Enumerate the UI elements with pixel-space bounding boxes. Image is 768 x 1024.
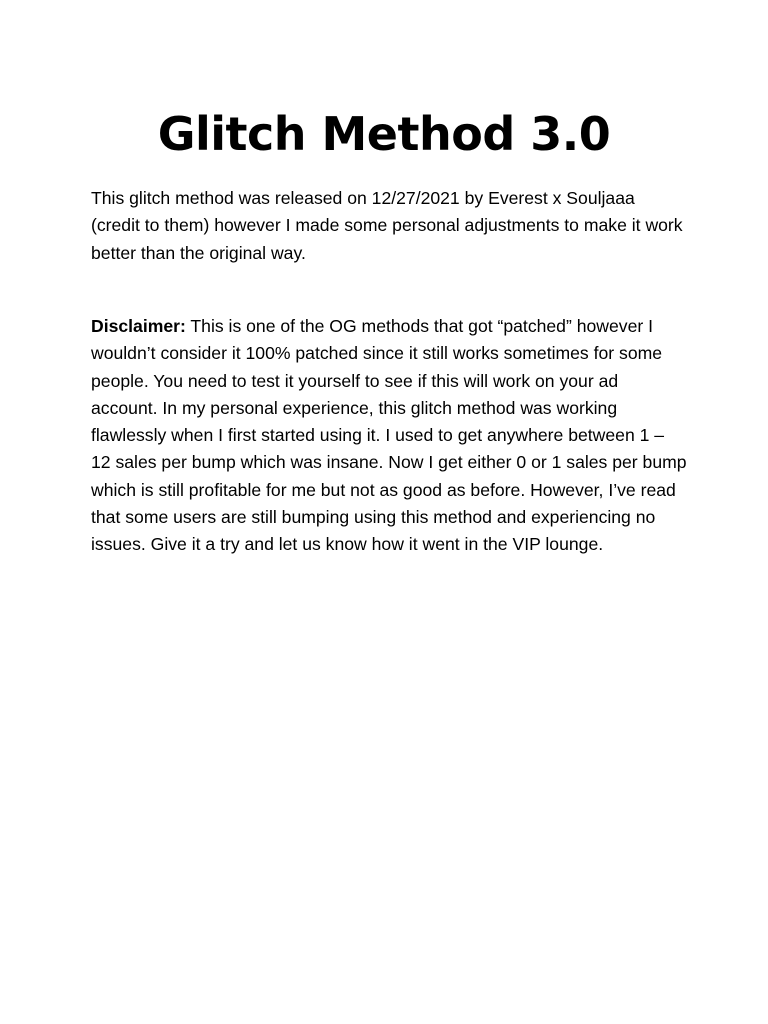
disclaimer-text: This is one of the OG methods that got “patched” however I wouldn’t consider it 100% patched since it still works sometimes for some people. You need to test it yourself to see if this will work on your ad account. In my personal experience, this glitch method was working flawlessly when I first started using it. I used to get anywhere between 1 – 12 sales per bump which was insane. Now I get either 0 or 1 sales per bump which is still profitable for me but not as good as before. However, I’ve read that some users are still bumping using this method and experiencing no issues. Give it a try and let us know how it went in the VIP lounge. xyxy=(91,316,687,555)
disclaimer-paragraph xyxy=(91,313,687,559)
document-title: Glitch Method 3.0 xyxy=(157,107,611,161)
disclaimer-label: Disclaimer: xyxy=(91,316,186,336)
intro-paragraph: This glitch method was released on 12/27/2021 by Everest x Souljaaa (credit to them) however I made some personal adjustments to make it work better than the original way. xyxy=(91,188,683,263)
